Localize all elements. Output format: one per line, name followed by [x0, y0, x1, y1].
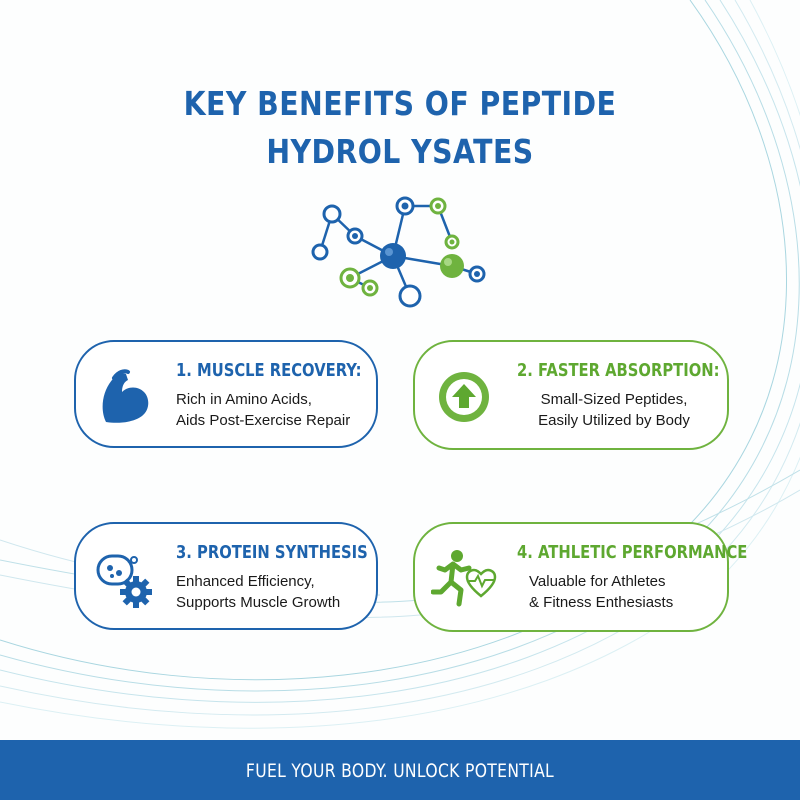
benefit-heading: 3. PROTEIN SYNTHESIS	[176, 542, 368, 563]
benefit-heading: 2. FASTER ABSORPTION:	[517, 360, 720, 381]
page-title	[56, 80, 744, 176]
benefit-heading: 1. MUSCLE RECOVERY:	[176, 360, 362, 381]
runner-heartbeat-icon	[431, 546, 497, 612]
footer-tagline: FUEL YOUR BODY. UNLOCK POTENTIAL	[245, 760, 555, 782]
benefit-line-2: & Fitness Enthesiasts	[529, 594, 674, 611]
benefit-heading: 4. ATHLETIC PERFORMANCE	[517, 542, 748, 563]
benefit-line-2: Supports Muscle Growth	[176, 594, 341, 611]
benefit-line-1: Valuable for Athletes	[529, 573, 666, 590]
cell-gear-icon	[92, 546, 158, 612]
benefit-card-faster-absorption	[413, 340, 729, 450]
benefit-card-athletic-performance	[413, 522, 748, 632]
benefit-line-1: Enhanced Efficiency,	[176, 573, 315, 590]
molecule-icon	[300, 190, 500, 315]
title-line-1: KEY BENEFITS OF PEPTIDE	[183, 84, 617, 123]
flexed-arm-icon	[92, 364, 158, 430]
benefit-line-1: Small-Sized Peptides,	[540, 391, 688, 408]
benefit-line-1: Rich in Amino Acids,	[176, 391, 312, 408]
up-arrow-circle-icon	[431, 364, 497, 430]
footer-banner	[0, 740, 800, 800]
benefit-line-2: Aids Post-Exercise Repair	[176, 412, 351, 429]
benefit-line-2: Easily Utilized by Body	[538, 412, 690, 429]
title-line-2: HYDROL YSATES	[266, 132, 534, 171]
benefit-card-muscle-recovery	[74, 340, 378, 448]
benefit-card-protein-synthesis	[74, 522, 378, 630]
